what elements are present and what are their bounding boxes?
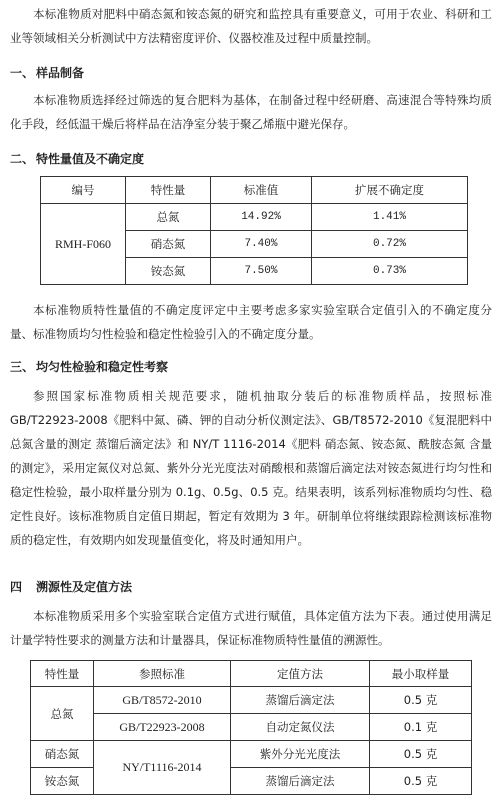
standard-value-cell: 7.40% bbox=[211, 231, 312, 258]
uncertainty-cell: 1.41% bbox=[312, 204, 468, 231]
reference-standard-cell: NY/T1116-2014 bbox=[94, 741, 231, 795]
table-row bbox=[31, 714, 472, 741]
sample-amount-cell: 0.5 克 bbox=[370, 687, 472, 714]
table-row bbox=[31, 687, 472, 714]
method-cell: 蒸馏后滴定法 bbox=[231, 768, 370, 795]
method-cell: 自动定氮仪法 bbox=[231, 714, 370, 741]
table-row bbox=[41, 204, 468, 231]
table-header: 参照标准 bbox=[94, 661, 231, 687]
section-3-number: 三、 bbox=[10, 360, 35, 374]
property-cell: 铵态氮 bbox=[126, 258, 211, 285]
method-cell: 蒸馏后滴定法 bbox=[231, 687, 370, 714]
section-4-body: 本标准物质采用多个实验室联合定值方式进行赋值，具体定值方法为下表。通过使用满足计量学特性要求的测量方法和计量器具，保证标准物质特性量值的溯源性。 bbox=[10, 609, 492, 647]
sample-amount-cell: 0.5 克 bbox=[370, 741, 472, 768]
property-cell: 硝态氮 bbox=[126, 231, 211, 258]
reference-standard-cell: GB/T22923-2008 bbox=[94, 714, 231, 741]
section-3-title: 均匀性检验和稳定性考察 bbox=[36, 360, 169, 374]
uncertainty-note: 本标准物质特性量值的不确定度评定中主要考虑多家实验室联合定值引入的不确定度分量、标准物质均匀性检验和稳定性检验引入的不确定度分量。 bbox=[10, 303, 492, 341]
property-cell: 铵态氮 bbox=[31, 768, 94, 795]
table-header: 扩展不确定度 bbox=[312, 177, 468, 204]
section-1-body: 本标准物质选择经过筛选的复合肥料为基体，在制备过程中经研磨、高速混合等特殊均质化手段，经低温干燥后将样品在洁净室分装于聚乙烯瓶中避光保存。 bbox=[10, 93, 492, 131]
table-header-row bbox=[41, 177, 468, 204]
method-cell: 紫外分光光度法 bbox=[231, 741, 370, 768]
uncertainty-cell: 0.73% bbox=[312, 258, 468, 285]
table-header: 定值方法 bbox=[231, 661, 370, 687]
section-2-title: 特性量值及不确定度 bbox=[36, 152, 145, 166]
standard-value-cell: 7.50% bbox=[211, 258, 312, 285]
intro-paragraph: 本标准物质对肥料中硝态氮和铵态氮的研究和监控具有重要意义，可用于农业、科研和工业等领域相关分析测试中方法精密度评价、仪器校准及过程中质量控制。 bbox=[10, 7, 492, 45]
table-header: 标准值 bbox=[211, 177, 312, 204]
reference-standard-cell: GB/T8572-2010 bbox=[94, 687, 231, 714]
sample-amount-cell: 0.5 克 bbox=[370, 768, 472, 795]
section-1-title: 样品制备 bbox=[36, 66, 85, 80]
sample-code: RMH-F060 bbox=[41, 204, 126, 285]
section-1-number: 一、 bbox=[10, 66, 35, 80]
table-header: 特性量 bbox=[126, 177, 211, 204]
table-header-row bbox=[31, 661, 472, 687]
property-value-table bbox=[40, 176, 468, 285]
table-header: 最小取样量 bbox=[370, 661, 472, 687]
section-4-heading bbox=[10, 578, 132, 596]
sample-amount-cell: 0.1 克 bbox=[370, 714, 472, 741]
section-4-title: 溯源性及定值方法 bbox=[36, 580, 133, 594]
traceability-table bbox=[30, 660, 472, 795]
property-cell: 硝态氮 bbox=[31, 741, 94, 768]
section-2-number: 二、 bbox=[10, 152, 35, 166]
table-header: 特性量 bbox=[31, 661, 94, 687]
property-cell: 总氮 bbox=[31, 687, 94, 741]
standard-value-cell: 14.92% bbox=[211, 204, 312, 231]
section-4-number: 四 bbox=[10, 580, 23, 594]
uncertainty-cell: 0.72% bbox=[312, 231, 468, 258]
property-cell: 总氮 bbox=[126, 204, 211, 231]
table-row bbox=[31, 741, 472, 768]
table-header: 编号 bbox=[41, 177, 126, 204]
section-1-heading bbox=[10, 64, 84, 82]
section-3-heading bbox=[10, 358, 168, 376]
section-3-body: 参照国家标准物质相关规范要求，随机抽取分装后的标准物质样品，按照标准GB/T22923-2008《肥料中氮、磷、钾的自动分析仪测定法》、GB/T8572-2010《复混肥料中总氮含量的测定 蒸馏后滴定法》和 NY/T 1116-2014《肥料 硝态氮、铵态氮、酰胺态氮 含量的测定》，采用定氮仪对总氮、紫外分光光度法对硝酸根和蒸馏后滴定法对铵态氮进行均匀性和稳定性检验，最小取样量分别为 0.1g、0.5g、0.5 克。结果表明，该系列标准物质均匀性、稳定性良好。该标准物质自定值日期起，暂定有效期为 3 年。研制单位将继续跟踪检测该标准物质的稳定性，有效期内如发现量值变化，将及时通知用户。 bbox=[10, 389, 492, 547]
section-2-heading bbox=[10, 150, 144, 168]
